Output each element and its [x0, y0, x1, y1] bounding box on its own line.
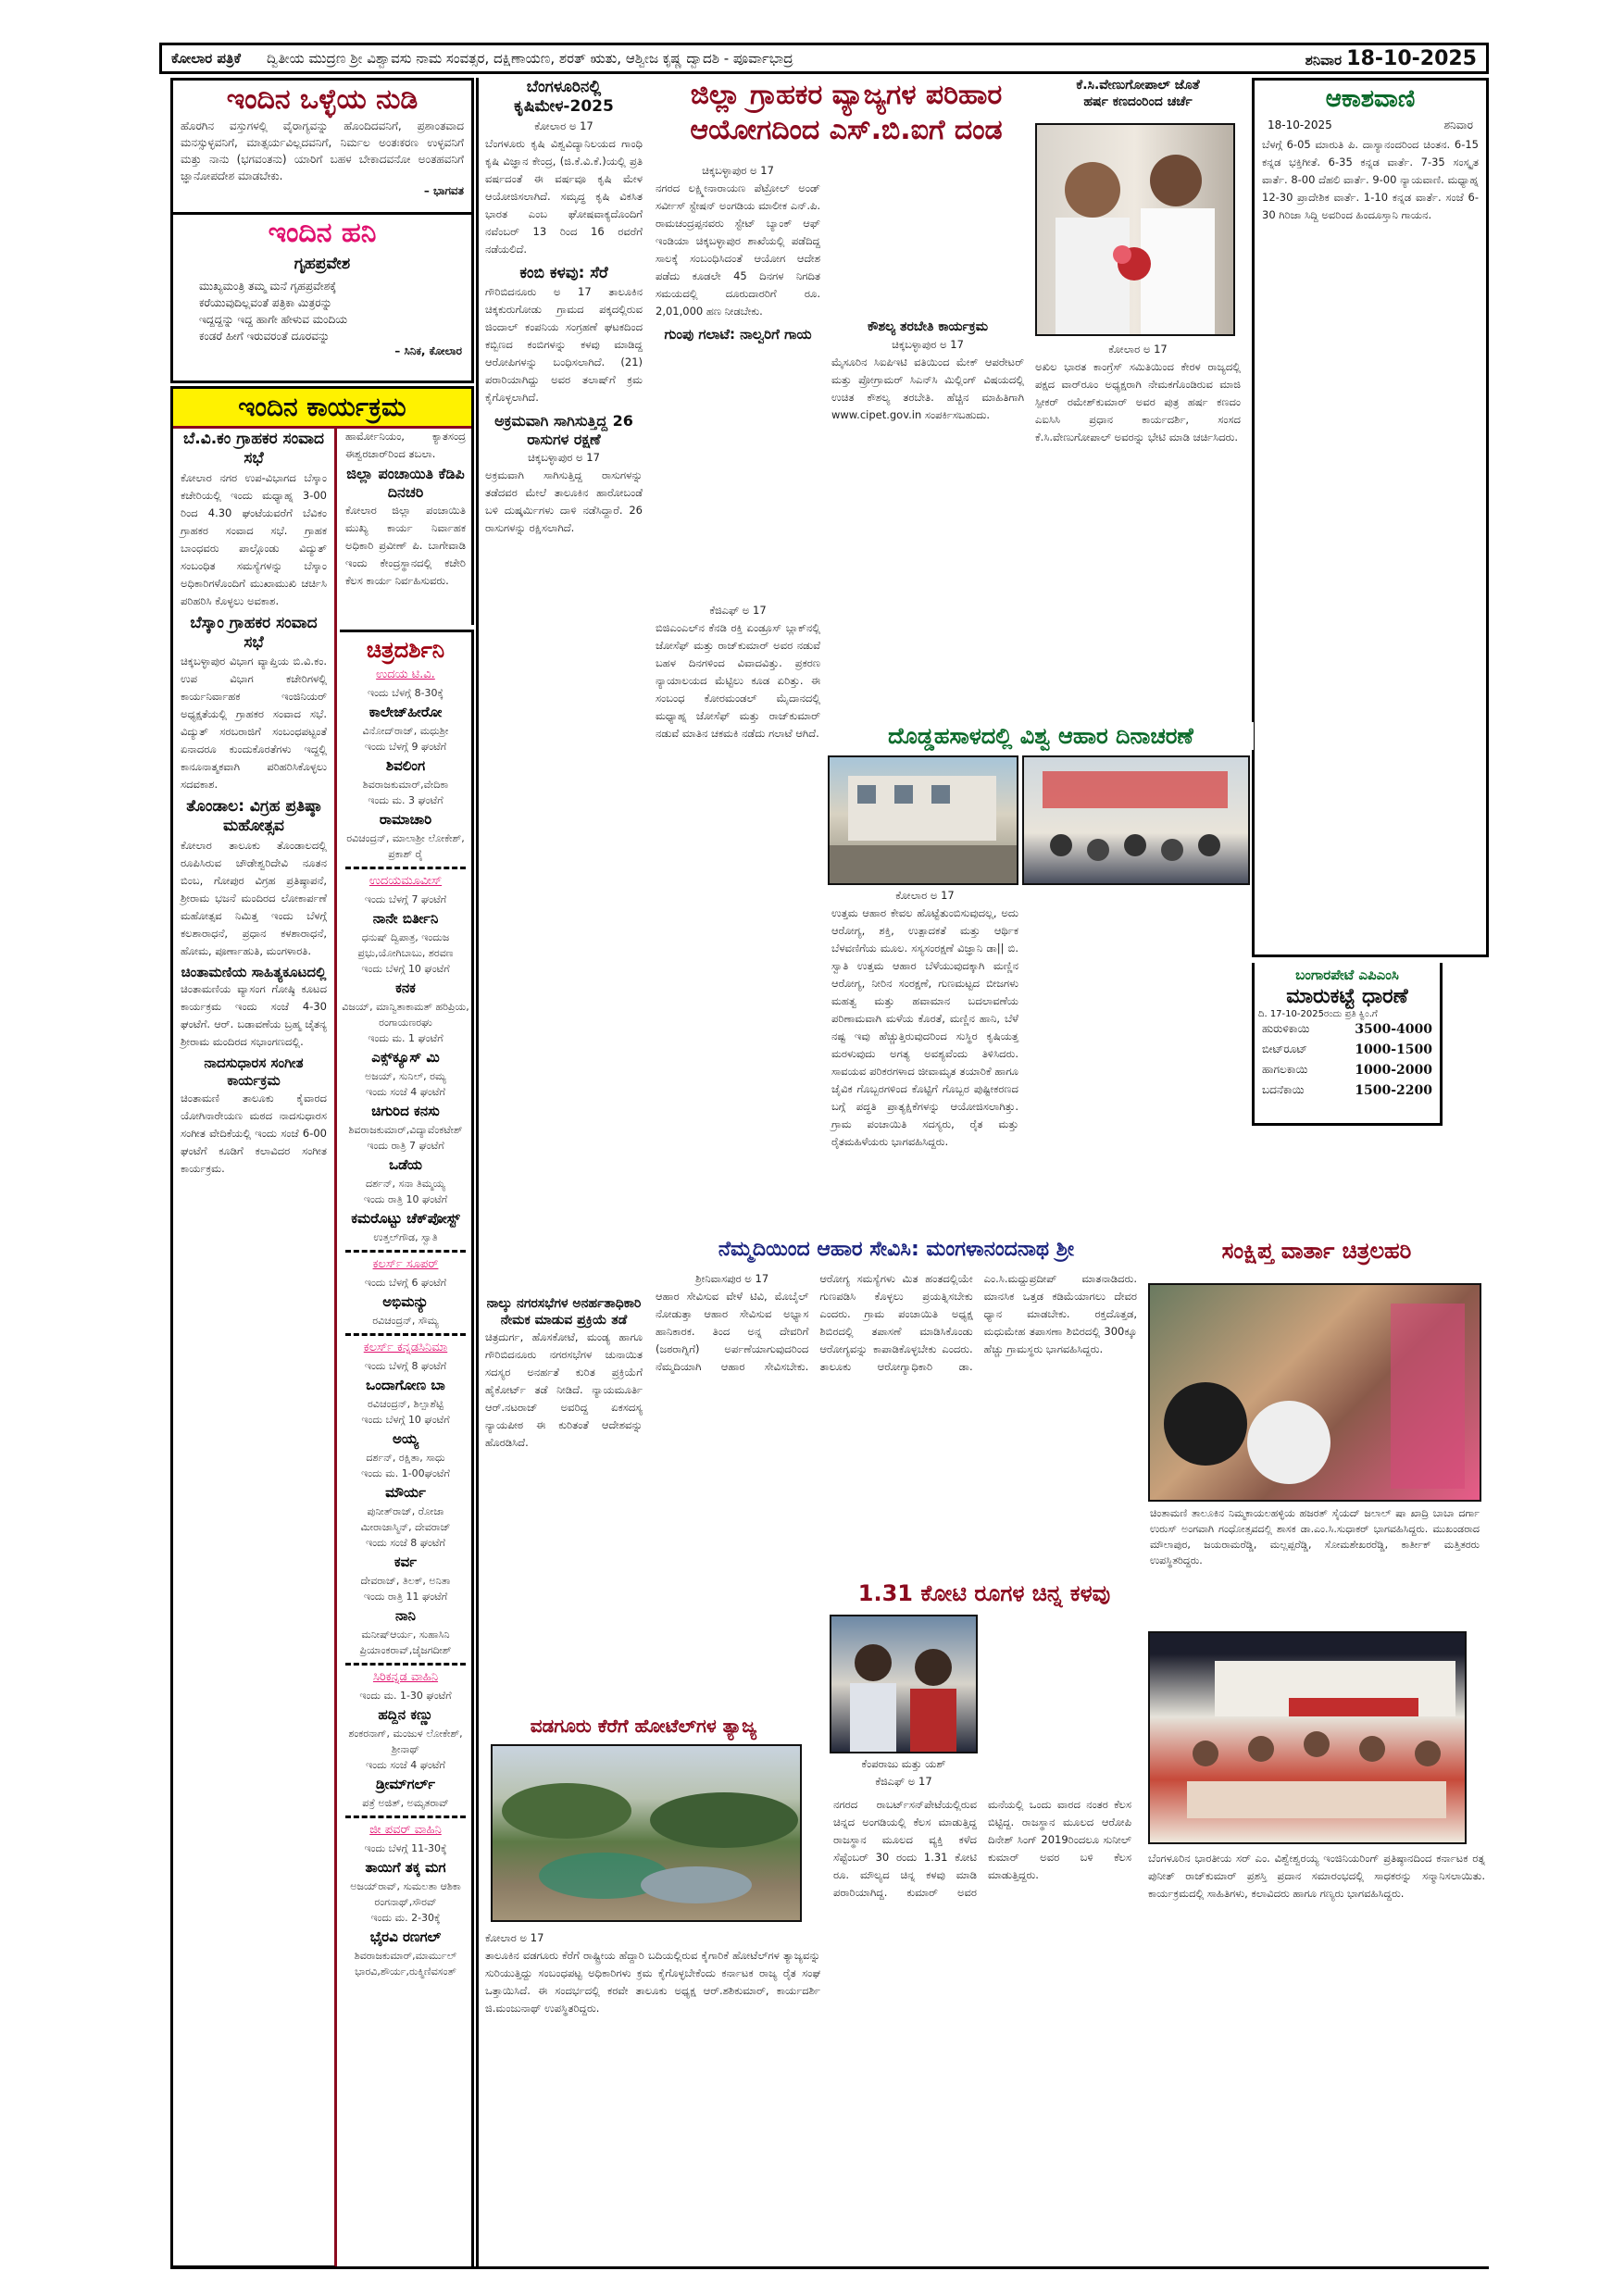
akashavani-date: 18-10-2025: [1268, 118, 1332, 131]
people-photo-icon: [1150, 1633, 1465, 1842]
consumer-forum-body: ನಗರದ ಲಕ್ಷ್ಮೀನಾರಾಯಣ ಪೆಟ್ರೋಲ್ ಅಂಡ್ ಸರ್ವೀಸ್ ಸ್ಟೇಷನ್ ಅಂಗಡಿಯ ಮಾಲೀಕ ಎನ್.ಪಿ. ರಾಮಚಂದ್ರಪ್ಪನವರು ಸ್ಟೇಟ್ ಬ್ಯಾಂಕ್ ಆಫ್ ಇಂಡಿಯಾ ಚಿಕ್ಕಬಳ್ಳಾಪುರ ಶಾಖೆಯಲ್ಲಿ ಪಡೆದಿದ್ದ ಸಾಲಕ್ಕೆ ಸಂಬಂಧಿಸಿದಂತೆ ಆಯೋಗ ಆದೇಶ ಪಡೆದು ಕೂಡಲೇ 45 ದಿನಗಳ ನಿಗದಿತ ಸಮಯದಲ್ಲಿ ದೂರುದಾರರಿಗೆ ರೂ. 2,01,000 ಹಣ ನೀಡಬೇಕು.: [656, 181, 820, 318]
edition-info: ದ್ವಿತೀಯ ಮುದ್ರಣ ಶ್ರೀ ವಿಶ್ವಾವಸು ನಾಮ ಸಂವತ್ಸರ, ದಕ್ಷಿಣಾಯಣ, ಶರತ್ ಋತು, ಆಶ್ವೀಜ ಕೃಷ್ಣ ದ್ವಾದಶಿ - ಪೂರ್ವಾಭಾದ್ರ: [266, 50, 793, 67]
price-row: [1258, 1080, 1436, 1101]
krishimela-dateline: ಕೋಲಾರ ಅ 17: [534, 119, 593, 132]
show-cast: ರವಿಚಂದ್ರನ್, ಮಾಲಾಶ್ರೀ ಲೋಕೇಶ್, ಪ್ರಕಾಶ್ ರೈ: [346, 832, 465, 860]
price-value: 1000-1500: [1355, 1042, 1432, 1058]
apmc-note: ದಿ. 17-10-2025ರಂದು ಪ್ರತಿ ಕ್ವಿಂ.ಗೆ: [1258, 1009, 1378, 1020]
show-cast: ದೇವರಾಜ್, ತಿಲಕ್, ಅನಿತಾ: [360, 1575, 451, 1587]
venugopal-body: ಅಖಿಲ ಭಾರತ ಕಾಂಗ್ರೆಸ್ ಸಮಿತಿಯಿಂದ ಕೇರಳ ರಾಜ್ಯದಲ್ಲಿ ಪಕ್ಷದ ವಾರ್‌ರೂಂ ಅಧ್ಯಕ್ಷರಾಗಿ ನೇಮಕಗೊಂಡಿರುವ ಮಾಜಿ ಸ್ಪೀಕರ್ ರಮೇಶ್‌ಕುಮಾರ್ ಅವರ ಪುತ್ರ ಹರ್ಷ ಕಣದಂ ಎಐಸಿಸಿ ಪ್ರಧಾನ ಕಾರ್ಯದರ್ಶಿ, ಸಂಸದ ಕೆ.ಸಿ.ವೇಣುಗೋಪಾಲ್ ಅವರನ್ನು ಭೇಟಿ ಮಾಡಿ ಚರ್ಚಿಸಿದರು.: [1035, 360, 1241, 443]
consumer-forum-dateline: ಚಿಕ್ಕಬಳ್ಳಾಪುರ ಅ 17: [702, 164, 774, 177]
price-value: 1000-2000: [1355, 1063, 1432, 1079]
price-value: 1500-2200: [1355, 1083, 1432, 1099]
show-time: ಇಂದು ಬೆಳಗ್ಗೆ 10 ಘಂಟೆಗೆ: [361, 963, 450, 975]
program-heading: ಬೆ.ವಿ.ಕಂ ಗ್ರಾಹಕರ ಸಂವಾದ ಸಭೆ: [182, 430, 324, 468]
show-title: ಅಯ್ಯ: [392, 1430, 419, 1447]
good-word-title: ಇಂದಿನ ಒಳ್ಳೆಯ ನುಡಿ: [226, 83, 418, 116]
show-title: ರಾಮಾಚಾರಿ: [379, 811, 432, 828]
apmc-title: ಮಾರುಕಟ್ಟೆ ಧಾರಣೆ: [1286, 984, 1408, 1008]
programs-column-2: [340, 426, 474, 625]
briefs-title: ಸಂಕ್ಷಿಪ್ತ ವಾರ್ತಾ ಚಿತ್ರಲಹರಿ: [1221, 1238, 1412, 1264]
show-cast: ಮನೀಷ್‌ಆರ್ಯ, ಸುಹಾಸಿನಿ ಪ್ರಿಯಾಂಕರಾವ್,ಜೈಜಗದೀಶ್: [359, 1628, 452, 1656]
divider: [345, 1816, 466, 1818]
show-time: ಇಂದು ಬೆಳಗ್ಗೆ 11-30ಕ್ಕೆ: [364, 1842, 447, 1854]
show-cast: ರವಿಚಂದ್ರನ್, ಸೌಮ್ಯ: [372, 1315, 439, 1327]
bottom-rule: [170, 2266, 1489, 2269]
price-item: ಹಾಗಲಕಾಯಿ: [1262, 1063, 1308, 1077]
lake-dateline: ಕೋಲಾರ ಅ 17: [485, 1931, 544, 1944]
good-word-box: [170, 78, 474, 215]
building-photo-icon: [830, 757, 1017, 883]
gang-clash-title: ಗುಂಪು ಗಲಾಟೆ: ನಾಲ್ವರಿಗೆ ಗಾಯ: [664, 326, 812, 343]
program-heading: ನಾದಸುಧಾರಸ ಸಂಗೀತ ಕಾರ್ಯಕ್ರಮ: [204, 1054, 304, 1089]
food-day-photo-1: [828, 755, 1018, 885]
program-heading: ತೊಂಡಾಲ: ವಿಗ್ರಹ ಪ್ರತಿಷ್ಠಾ ಮಹೋತ್ಸವ: [186, 797, 321, 836]
price-value: 3500-4000: [1355, 1022, 1432, 1038]
show-cast: ವಿಜಯ್, ಮಾನ್ವಿತಾಕಾಮತ್ ಹರಿಪ್ರಿಯ, ರಂಗಾಯಣರಘು: [342, 1001, 469, 1029]
show-time: ಇಂದು ಬೆಳಗ್ಗೆ 7 ಘಂಟೆಗೆ: [364, 893, 447, 905]
show-title: ಕನಕ: [395, 980, 416, 996]
mangalananda-text: ಆಹಾರ ಸೇವಿಸುವ ವೇಳೆ ಟಿವಿ, ಮೊಬೈಲ್ ನೋಡುತ್ತಾ ಆಹಾರ ಸೇವಿಸುವ ಅಭ್ಯಾಸ ಹಾನಿಕಾರಕ. ತಿಂದ ಅನ್ನ ದೇವರಿಗೆ (ಜಠರಾಗ್ನಿಗೆ) ಅರ್ಪಣೆಯಾಗುವುದರಿಂದ ನೆಮ್ಮದಿಯಾಗಿ ಆಹಾರ ಸೇವಿಸಬೇಕು. ಆರೋಗ್ಯ ಸಮಸ್ಯೆಗಳು ಮಿತ ಹಂತದಲ್ಲಿಯೇ ಗುಣಪಡಿಸಿ ಕೊಳ್ಳಲು ಪ್ರಯತ್ನಿಸಬೇಕು ಎಂದರು. ಗ್ರಾಮ ಪಂಚಾಯಿತಿ ಅಧ್ಯಕ್ಷ ಶಿಬಿರದಲ್ಲಿ ತಪಾಸಣೆ ಮಾಡಿಸಿಕೊಂಡು ಆರೋಗ್ಯವನ್ನು ಕಾಪಾಡಿಕೊಳ್ಳಬೇಕು ಎಂದರು. ತಾಲೂಕು ಆರೋಗ್ಯಾಧಿಕಾರಿ ಡಾ. ಎಂ.ಸಿ.ಮದ್ದುಪ್ರದೀಪ್ ಮಾತನಾಡಿದರು. ಮಾನಸಿಕ ಒತ್ತಡ ಕಡಿಮೆಯಾಗಲು ದೇವರ ಧ್ಯಾನ ಮಾಡಬೇಕು. ರಕ್ತದೊತ್ತಡ, ಮಧುಮೇಹ ತಪಾಸಣಾ ಶಿಬಿರದಲ್ಲಿ 300ಕ್ಕೂ ಹೆಚ್ಚು ಗ್ರಾಮಸ್ಥರು ಭಾಗವಹಿಸಿದ್ದರು.: [656, 1272, 1137, 1373]
gang-clash-body: ಬಿಜಿಎಂಎಲ್‌ನ ಕೆನಡಿ ರಕ್ತಿ ಏಂಡ್ರೂಸ್ ಬ್ಲಾಕ್‌ನಲ್ಲಿ ಜೋಸೆಫ್ ಮತ್ತು ರಾಜ್‌ಕುಮಾರ್ ಅವರ ನಡುವೆ ಬಹಳ ದಿನಗಳಿಂದ ವಿವಾದವಿತ್ತು. ಪ್ರಕರಣ ನ್ಯಾಯಾಲಯದ ಮೆಟ್ಟಿಲು ಕೂಡ ಏರಿತ್ತು. ಈ ಸಂಬಂಧ ಕೋರಮಂಡಲ್ ಮೈದಾನದಲ್ಲಿ ಮಧ್ಯಾಹ್ನ ಜೋಸೆಫ್ ಮತ್ತು ರಾಜ್‌ಕುಮಾರ್ ನಡುವೆ ಮಾತಿನ ಚಕಮಕಿ ನಡೆದು ಗಲಾಟೆ ಆಗಿದೆ.: [656, 621, 820, 740]
lake-title: ವಡಗೂರು ಕೆರೆಗೆ ಹೋಟೆಲ್‌ಗಳ ತ್ಯಾಜ್ಯ: [530, 1715, 757, 1737]
akashavani-title: ಆಕಾಶವಾಣಿ: [1325, 85, 1416, 113]
food-day-dateline: ಕೋಲಾರ ಅ 17: [895, 889, 955, 902]
channel-name: ಕಲರ್ಸ್ ಕನ್ನಡಸಿನಿಮಾ: [363, 1341, 448, 1354]
people-photo-icon: [1150, 1285, 1480, 1500]
show-cast: ವಿನೋದ್‌ರಾಜ್, ಮಧುಶ್ರೀ: [362, 725, 449, 737]
price-item: ಹುರುಳಿಕಾಯಿ: [1262, 1022, 1310, 1036]
mangalananda-title: ನೆಮ್ಮದಿಯಿಂದ ಆಹಾರ ಸೇವಿಸಿ: ಮಂಗಳಾನಂದನಾಥ ಶ್ರೀ: [718, 1238, 1075, 1261]
show-title: ಅಭಿಮನ್ಯು: [382, 1293, 429, 1310]
dargah-caption-wrap: [1148, 1505, 1481, 1568]
consumer-forum-col2: [828, 162, 1028, 718]
lake-photo: [491, 1744, 802, 1922]
theft-title: 1.31 ಕೋಟಿ ರೂಗಳ ಚಿನ್ನ ಕಳವು: [857, 1580, 1111, 1606]
skill-dateline: ಚಿಕ್ಕಬಳ್ಳಾಪುರ ಅ 17: [892, 337, 964, 351]
chitradarshini-box: [340, 630, 474, 2268]
cattle-title: ಅಕ್ರಮವಾಗಿ ಸಾಗಿಸುತ್ತಿದ್ದ 26 ರಾಸುಗಳ ರಕ್ಷಣೆ: [494, 411, 633, 448]
paper-name: ಕೋಲಾರ ಪತ್ರಿಕೆ: [171, 50, 241, 67]
show-cast: ದರ್ಶನ್, ರಕ್ಷಿತಾ, ಸಾಧು: [366, 1452, 445, 1464]
akashavani-day: ಶನಿವಾರ: [1443, 118, 1473, 131]
show-time: ಇಂದು ಮ. 1 ಘಂಟೆಗೆ: [368, 1032, 443, 1044]
show-cast: ಶಿವರಾಜಕುಮಾರ್,ಮಾರ್ಮುಲ್ ಭಾರವಿ,ಶೌರ್ಯ,ರುಕ್ಮಿಣಿವಸಂತ್: [354, 1950, 457, 1978]
lake-body: ತಾಲೂಕಿನ ವಡಗೂರು ಕೆರೆಗೆ ರಾಷ್ಟ್ರೀಯ ಹೆದ್ದಾರಿ ಬದಿಯಲ್ಲಿರುವ ಕೈಗಾರಿಕೆ ಹೋಟೆಲ್‌ಗಳ ತ್ಯಾಜ್ಯವನ್ನು ಸುರಿಯುತ್ತಿದ್ದು ಸಂಬಂಧಪಟ್ಟ ಅಧಿಕಾರಿಗಳು ಕ್ರಮ ಕೈಗೊಳ್ಳಬೇಕೆಂದು ಕರ್ನಾಟಕ ರಾಜ್ಯ ರೈತ ಸಂಘ ಒತ್ತಾಯಿಸಿದೆ. ಈ ಸಂದರ್ಭದಲ್ಲಿ ಕರವೇ ತಾಲೂಕು ಅಧ್ಯಕ್ಷ ಆರ್.ಶಶಿಕುಮಾರ್, ಕಾರ್ಯದರ್ಶಿ ಜಿ.ಮಂಜುನಾಥ್ ಉಪಸ್ಥಿತರಿದ್ದರು.: [485, 1949, 820, 2015]
councils-title: ನಾಲ್ಕು ನಗರಸಭೆಗಳ ಅನರ್ಹತಾಧಿಕಾರಿ ನೇಮಕ ಮಾಡುವ ಪ್ರಕ್ರಿಯೆ ತಡೆ: [486, 1296, 642, 1328]
award-caption: ಬೆಂಗಳೂರಿನ ಭಾರತೀಯ ಸರ್ ಎಂ. ವಿಶ್ವೇಶ್ವರಯ್ಯ ಇಂಜಿನಿಯರಿಂಗ್ ಪ್ರತಿಷ್ಠಾನದಿಂದ ಕರ್ನಾಟಕ ರತ್ನ ಪುನೀತ್ ರಾಜ್‌ಕುಮಾರ್ ಪ್ರಶಸ್ತಿ ಪ್ರದಾನ ಸಮಾರಂಭದಲ್ಲಿ ಸಾಧಕರನ್ನು ಸನ್ಮಾನಿಸಲಾಯಿತು. ಕಾರ್ಯಕ್ರಮದಲ್ಲಿ ಸಾಹಿತಿಗಳು, ಕಲಾವಿದರು ಹಾಗೂ ಗಣ್ಯರು ಭಾಗವಹಿಸಿದ್ದರು.: [1148, 1852, 1485, 1900]
show-time: ಇಂದು ಬೆಳಗ್ಗೆ 9 ಘಂಟೆಗೆ: [364, 741, 447, 753]
show-cast: ಶಿವರಾಜಕುಮಾರ್,ವೇದಿಕಾ: [362, 779, 449, 791]
dargah-photo: [1148, 1283, 1481, 1502]
show-cast: ರವಿಚಂದ್ರನ್, ಶಿಲ್ಪಾಶೆಟ್ಟಿ: [368, 1398, 443, 1410]
consumer-forum-title-2: ಆಯೋಗದಿಂದ ಎಸ್.ಬಿ.ಐಗೆ ದಂಡ: [690, 113, 1003, 146]
channel-name: ಸಿರಿಕನ್ನಡ ವಾಹಿನಿ: [372, 1670, 439, 1684]
show-time: ಇಂದು ರಾತ್ರಿ 11 ಘಂಟೆಗೆ: [363, 1591, 448, 1603]
mangalananda-headline: [652, 1237, 1141, 1263]
masthead: [159, 43, 1489, 74]
column-3: [481, 78, 646, 1105]
councils-body: ಚಿತ್ರದುರ್ಗ, ಹೊಸಕೋಟೆ, ಮಂಡ್ಯ ಹಾಗೂ ಗೌರಿಬಿದನೂರು ನಗರಸಭೆಗಳ ಚುನಾಯಿತ ಸದಸ್ಯರ ಅನರ್ಹತೆ ಕುರಿತ ಪ್ರಕ್ರಿಯೆಗೆ ಹೈಕೋರ್ಟ್ ತಡೆ ನೀಡಿದೆ. ನ್ಯಾಯಮೂರ್ತಿ ಆರ್.ನಟರಾಜ್ ಅವರಿದ್ದ ಏಕಸದಸ್ಯ ನ್ಯಾಯಪೀಠ ಈ ಕುರಿತಂತೆ ಆದೇಶವನ್ನು ಹೊರಡಿಸಿದೆ.: [485, 1330, 643, 1449]
channel-name: ಉದಯ ಟಿ.ವಿ.: [376, 668, 435, 681]
programs-column: [170, 426, 337, 2268]
show-title: ಒಡೆಯ: [389, 1156, 422, 1173]
councils-article: [481, 1296, 646, 1713]
apmc-box: [1252, 963, 1443, 1126]
show-cast: ಶಂಕರನಾಗ್, ಮಂಜುಳ ಲೋಕೇಶ್, ಶ್ರೀನಾಥ್: [348, 1728, 463, 1755]
show-cast: ಶಿವರಾಜಕುಮಾರ್,ವಿದ್ಯಾವೆಂಕಟೇಶ್: [348, 1124, 463, 1136]
venugopal-photo: [1035, 123, 1235, 336]
price-item: ಬದನೆಕಾಯಿ: [1262, 1083, 1305, 1097]
dargah-caption: ಚಿಂತಾಮಣಿ ತಾಲೂಕಿನ ನಿಮ್ಮಕಾಯಲಹಳ್ಳಿಯ ಹಜರತ್ ಸೈಯದ್ ಜಲಾಲ್ ಷಾ ಖಾದ್ರಿ ಬಾಬಾ ದರ್ಗಾ ಉರುಸ್ ಅಂಗವಾಗಿ ಗಂಧೋತ್ಸವದಲ್ಲಿ ಶಾಸಕ ಡಾ.ಎಂ.ಸಿ.ಸುಧಾಕರ್ ಭಾಗವಹಿಸಿದ್ದರು. ಮುಖಂಡರಾದ ಮೌಲಾಪುರ, ಜಯರಾಮರೆಡ್ಡಿ, ಮಲ್ಲಪ್ಪರೆಡ್ಡಿ, ಸೋಮಶೇಖರರೆಡ್ಡಿ, ಕಾರ್ತೀಕ್ ಮತ್ತಿತರರು ಉಪಸ್ಥಿತರಿದ್ದರು.: [1150, 1507, 1480, 1566]
program-heading: ಚಿಂತಾಮಣಿಯ ಸಾಹಿತ್ಯಕೂಟದಲ್ಲಿ: [181, 963, 327, 980]
award-caption-wrap: [1144, 1850, 1489, 2266]
show-cast: ದರ್ಶನ್, ಸನಾ ತಿಮ್ಮಯ್ಯ: [366, 1178, 445, 1190]
akashavani-body: ಬೆಳಗ್ಗೆ 6-05 ಮಾರುತಿ ಪಿ. ದಾಸ್ಯಾನಂದರಿಂದ ಚಿಂತನ. 6-15 ಕನ್ನಡ ಭಕ್ತಿಗೀತೆ. 6-35 ಕನ್ನಡ ವಾರ್ತೆ. 7-35 ಸಂಸ್ಕೃತ ವಾರ್ತೆ. 8-00 ದೆಹಲಿ ವಾರ್ತೆ. 9-00 ನ್ಯಾಯವಾಣಿ. ಮಧ್ಯಾಹ್ನ 12-30 ಪ್ರಾದೇಶಿಕ ವಾರ್ತೆ. 1-10 ಕನ್ನಡ ವಾರ್ತೆ. ಸಂಜೆ 6-30 ಗಿರಿಜಾ ಸಿದ್ದಿ ಅವರಿಂದ ಹಿಂದೂಸ್ತಾನಿ ಗಾಯನ.: [1262, 137, 1479, 221]
show-title: ಎಕ್ಸ್‌ಕ್ಯೂಸ್ ಮಿ: [371, 1049, 440, 1066]
show-time: ಇಂದು ಬೆಳಗ್ಗೆ 6 ಘಂಟೆಗೆ: [364, 1277, 447, 1289]
program-body: ಚಿಕ್ಕಬಳ್ಳಾಪುರ ವಿಭಾಗ ವ್ಯಾಪ್ತಿಯ ಬಿ.ವಿ.ಕಂ. ಉಪ ವಿಭಾಗ ಕಚೇರಿಗಳಲ್ಲಿ ಕಾರ್ಯನಿರ್ವಾಹಕ ಇಂಜಿನಿಯರ್ ಅಧ್ಯಕ್ಷತೆಯಲ್ಲಿ ಗ್ರಾಹಕರ ಸಂವಾದ ಸಭೆ. ವಿದ್ಯುತ್ ಸರಬರಾಜಿಗೆ ಸಂಬಂಧಪಟ್ಟಂತೆ ಏನಾದರೂ ಕುಂದುಕೊರತೆಗಳು ಇದ್ದಲ್ಲಿ ಕಾನೂನಾತ್ಮಕವಾಗಿ ಪರಿಹರಿಸಿಕೊಳ್ಳಲು ಸದವಕಾಶ.: [181, 655, 327, 791]
chitradarshini-title: ಚಿತ್ರದರ್ಶಿನಿ: [366, 637, 445, 663]
show-time: ಇಂದು ರಾತ್ರಿ 10 ಘಂಟೆಗೆ: [363, 1193, 448, 1205]
people-photo-icon: [831, 1616, 976, 1752]
consumer-forum-col1: [652, 162, 824, 597]
kambi-body: ಗೌರಿಬಿದನೂರು ಅ 17 ತಾಲೂಕಿನ ಚಿಕ್ಕಕುರುಗೋಡು ಗ್ರಾಮದ ಪಕ್ಕದಲ್ಲಿರುವ ಜಿಂದಾಲ್ ಕಂಪನಿಯ ಸಂಗ್ರಹಣೆ ಘಟಕದಿಂದ ಕಬ್ಬಿಣದ ಕಂಬಿಗಳನ್ನು ಕಳವು ಮಾಡಿದ್ದ ಆರೋಪಿಗಳನ್ನು ಬಂಧಿಸಲಾಗಿದೆ. (21) ಪರಾರಿಯಾಗಿದ್ದು ಅವರ ತಲಾಷ್‌ಗೆ ಕ್ರಮ ಕೈಗೊಳ್ಳಲಾಗಿದೆ.: [485, 284, 643, 404]
garbage-photo-icon: [493, 1746, 800, 1920]
show-title: ಒಂದಾಗೋಣ ಬಾ: [366, 1377, 445, 1393]
divider: [345, 1663, 466, 1666]
accused-caption-wrap: [830, 1755, 978, 1791]
show-title: ಕಾಲೇಜ್‌ಹೀರೋ: [369, 704, 443, 720]
food-day-col1: [828, 887, 1022, 1229]
show-cast: ಧನುಷ್ ದ್ವಿಪಾತ್ರ, ಇಂದುಜ ಪ್ರಭು,ಯೋಗಿಬಾಬು, ಶರವಣ: [357, 931, 454, 959]
food-day-body: ಉತ್ತಮ ಆಹಾರ ಕೇವಲ ಹೊಟ್ಟೆತುಂಬಿಸುವುದಲ್ಲ, ಅದು ಆರೋಗ್ಯ, ಶಕ್ತಿ, ಉತ್ಪಾದಕತೆ ಮತ್ತು ಆರ್ಥಿಕ ಬೆಳವಣಿಗೆಯ ಮೂಲ. ಸಸ್ಯಸಂರಕ್ಷಣೆ ವಿಜ್ಞಾನಿ ಡಾ|| ಬಿ. ಸ್ವಾತಿ ಉತ್ತಮ ಆಹಾರ ಬೆಳೆಯುವುದಕ್ಕಾಗಿ ಮಣ್ಣಿನ ಆರೋಗ್ಯ, ನೀರಿನ ಸಂರಕ್ಷಣೆ, ಗುಣಮಟ್ಟದ ಬೀಜಗಳು ಮಹತ್ವ ಮತ್ತು ಹವಾಮಾನ ಬದಲಾವಣೆಯ ಪರಿಣಾಮವಾಗಿ ಮಳೆಯ ಕೊರತೆ, ಮಣ್ಣಿನ ಹಾನಿ, ಬೆಳೆ ನಷ್ಟ ಇವು ಹೆಚ್ಚುತ್ತಿರುವುದರಿಂದ ಸುಸ್ಥಿರ ಕೃಷಿಯತ್ತ ಮರಳುವುದು ಅಗತ್ಯ ಅವಶ್ಯವೆಂದು ತಿಳಿಸಿದರು. ಸಾವಯವ ಪರಿಕರಗಳಾದ ಜೀವಾಮೃತ ತಯಾರಿಕೆ ಹಾಗೂ ಜೈವಿಕ ಗೊಬ್ಬರಗಳಿಂದ ಕೊಟ್ಟಿಗೆ ಗೊಬ್ಬರ ಪುಷ್ಟೀಕರಣದ ಬಗ್ಗೆ ಪದ್ಧತಿ ಪ್ರಾತ್ಯಕ್ಷಿಕೆಗಳನ್ನು ಆಯೋಜಿಸಲಾಗಿತ್ತು. ಗ್ರಾಮ ಪಂಚಾಯಿತಿ ಸದಸ್ಯರು, ರೈತ ಮತ್ತು ರೈತಮಹಿಳೆಯರು ಭಾಗವಹಿಸಿದ್ದರು.: [831, 906, 1018, 1148]
poem-line: ಮುಖ್ಯಮಂತ್ರಿ ತಮ್ಮ ಮನೆ ಗೃಹಪ್ರವೇಶಕ್ಕೆ: [199, 279, 337, 293]
show-time: ಇಂದು ಬೆಳಗ್ಗೆ 8 ಘಂಟೆಗೆ: [364, 1360, 447, 1372]
issue-day: ಶನಿವಾರ: [1305, 51, 1343, 69]
gang-clash-article: [652, 602, 824, 1231]
krishimela-body: ಬೆಂಗಳೂರು ಕೃಷಿ ವಿಶ್ವವಿದ್ಯಾನಿಲಯದ ಗಾಂಧಿ ಕೃಷಿ ವಿಜ್ಞಾನ ಕೇಂದ್ರ, (ಜಿ.ಕೆ.ವಿ.ಕೆ.)ಯಲ್ಲಿ ಪ್ರತಿ ವರ್ಷದಂತೆ ಈ ವರ್ಷವೂ ಕೃಷಿ ಮೇಳ ಆಯೋಜಿಸಲಾಗಿದೆ. ಸಮೃದ್ಧ ಕೃಷಿ ವಿಕಸಿತ ಭಾರತ ಎಂಬ ಘೋಷವಾಕ್ಯದೊಂದಿಗೆ ನವೆಂಬರ್ 13 ರಿಂದ 16 ರವರೆಗೆ ನಡೆಯಲಿದೆ.: [485, 136, 643, 256]
poem-line: ಕಂಡರೆ ಹೀಗೆ ಇರುವರಂತೆ ದೂರವನ್ನು: [199, 329, 331, 343]
poem-line: ಕರೆಯುವುದಿಲ್ಲವಂತೆ ಪತ್ರಿಕಾ ಮಿತ್ರರನ್ನು: [199, 295, 332, 309]
poem-author: – ಸಿನಿಕ, ಕೋಲಾರ: [394, 343, 462, 357]
poem-box: [170, 212, 474, 383]
poem-title: ಇಂದಿನ ಹನಿ: [268, 217, 377, 249]
program-body: ಕೋಲಾರ ನಗರ ಉಪ-ವಿಭಾಗದ ಬೆಸ್ಕಾಂ ಕಚೇರಿಯಲ್ಲಿ ಇಂದು ಮಧ್ಯಾಹ್ನ 3-00 ರಿಂದ 4.30 ಘಂಟೆಯವರೆಗೆ ಬೆವಿಕಂ ಗ್ರಾಹಕರ ಸಂವಾದ ಸಭೆ. ಗ್ರಾಹಕ ಬಾಂಧವರು ಪಾಲ್ಗೊಂಡು ವಿದ್ಯುತ್ ಸಂಬಂಧಿತ ಸಮಸ್ಯೆಗಳನ್ನು ಬೆಸ್ಕಾಂ ಅಧಿಕಾರಿಗಳೊಂದಿಗೆ ಮುಖಾಮುಖಿ ಚರ್ಚಿಸಿ ಪರಿಹರಿಸಿ ಕೊಳ್ಳಲು ಅವಕಾಶ.: [181, 470, 327, 607]
show-title: ಭೈರವಿ ರಣಗಲ್: [369, 1928, 442, 1945]
show-cast: ಉತ್ತಲ್‌ಗೌಡ, ಸ್ವಾತಿ: [373, 1231, 438, 1243]
mangalananda-body: [652, 1270, 1141, 1576]
show-title: ನಾನೇ ಬಿರ್ತೀನಿ: [372, 910, 439, 927]
issue-date: 18-10-2025: [1346, 46, 1477, 70]
good-word-body: ಹೊರಗಿನ ವಸ್ತುಗಳಲ್ಲಿ ವೈರಾಗ್ಯವನ್ನು ಹೊಂದಿದವನಿಗೆ, ಪ್ರಶಾಂತವಾದ ಮನಸ್ಸುಳ್ಳವನಿಗೆ, ಮಾತ್ಸರ್ಯವಿಲ್ಲದವನಿಗೆ, ನಿರ್ಮಲ ಅಂತಃಕರಣ ಉಳ್ಳವನಿಗೆ ಮತ್ತು ನಾನು (ಭಗವಂತನು) ಯಾರಿಗೆ ಬಹಳ ಬೇಕಾದವನೋ ಅಂತಹವನಿಗೆ ಜ್ಞಾನೋಪದೇಶ ಮಾಡಬೇಕು.: [181, 119, 464, 182]
show-time: ಇಂದು ಸಂಜೆ 4 ಘಂಟೆಗೆ: [366, 1759, 445, 1771]
divider: [345, 1333, 466, 1336]
mangalananda-dateline: ಶ್ರೀನಿವಾಸಪುರ ಅ 17: [695, 1272, 769, 1285]
venugopal-caption-1: ಕೆ.ಸಿ.ವೇಣುಗೋಪಾಲ್ ಜೊತೆ: [1076, 78, 1200, 93]
show-time: ಇಂದು ರಾತ್ರಿ 7 ಘಂಟೆಗೆ: [367, 1140, 444, 1152]
food-day-photo-2: [1022, 755, 1250, 885]
price-item: ಬೀಟ್‌ರೂಟ್: [1262, 1042, 1308, 1056]
show-title: ಶಿವಲಿಂಗ: [385, 757, 426, 774]
show-title: ಹದ್ದಿನ ಕಣ್ಣು: [378, 1706, 433, 1723]
venugopal-caption-2: ಹರ್ಷ ಕಣದಂರಿಂದ ಚರ್ಚೆ: [1083, 94, 1193, 109]
venugopal-dateline: ಕೋಲಾರ ಅ 17: [1108, 343, 1168, 356]
lake-headline: [481, 1715, 806, 1738]
kambi-title: ಕಂಬಿ ಕಳವು: ಸೆರೆ: [519, 263, 608, 282]
venugopal-article: [1031, 341, 1244, 711]
good-word-source: – ಭಾಗವತ: [423, 183, 464, 197]
program-note: ಹಾರ್ಮೋನಿಯಂ, ಕ್ಯಾತಸಂದ್ರ ಈಶ್ವರಚಾರ್‌ರಿಂದ ತಬಲಾ.: [345, 430, 466, 460]
show-time: ಇಂದು ಬೆಳಗ್ಗೆ 8-30ಕ್ಕೆ: [368, 687, 443, 699]
programs-title: ಇಂದಿನ ಕಾರ್ಯಕ್ರಮ: [238, 392, 406, 422]
poem-subtitle: ಗೃಹಪ್ರವೇಶ: [294, 254, 351, 273]
skill-body: ಮೈಸೂರಿನ ಸಿಐಪಿಇಟಿ ವತಿಯಿಂದ ಮೇಕ್ ಆಪರೇಟರ್ ಮತ್ತು ಪ್ರೋಗ್ರಾಮರ್ ಸಿಎನ್‌ಸಿ ಮಿಲ್ಲಿಂಗ್ ವಿಷಯದಲ್ಲಿ ಉಚಿತ ಕೌಶಲ್ಯ ತರಬೇತಿ. ಹೆಚ್ಚಿನ ಮಾಹಿತಿಗಾಗಿ www.cipet.gov.in ಸಂಪರ್ಕಿಸಬಹುದು.: [831, 355, 1024, 421]
poem-line: ಇದ್ದದ್ದನ್ನು ಇದ್ದ ಹಾಗೇ ಹೇಳುವ ಮಂದಿಯ: [199, 312, 348, 326]
cattle-body: ಅಕ್ರಮವಾಗಿ ಸಾಗಿಸುತ್ತಿದ್ದ ರಾಸುಗಳನ್ನು ತಡೆದವರ ಮೇಲೆ ತಾಲೂಕಿನ ಹಾರೋಬಂಡೆ ಬಳಿ ದುಷ್ಕರ್ಮಿಗಳು ದಾಳಿ ನಡೆಸಿದ್ದಾರೆ. 26 ರಾಸುಗಳನ್ನು ರಕ್ಷಿಸಲಾಗಿದೆ.: [485, 468, 643, 534]
show-title: ಡ್ರೀಮ್‌ಗರ್ಲ್: [375, 1776, 436, 1792]
price-row: [1258, 1040, 1436, 1060]
lake-article: [481, 1928, 824, 2270]
divider: [345, 1250, 466, 1253]
akashavani-box: [1252, 78, 1489, 957]
meeting-photo-icon: [1024, 757, 1248, 883]
show-time: ಇಂದು ಬೆಳಗ್ಗೆ 10 ಘಂಟೆಗೆ: [361, 1414, 450, 1426]
apmc-subtitle: ಬಂಗಾರಪೇಟೆ ಎಪಿಎಂಸಿ: [1295, 967, 1399, 983]
award-photo: [1148, 1631, 1467, 1844]
poem-lines: [182, 278, 462, 344]
consumer-forum-headline: [652, 78, 1041, 147]
people-photo-icon: [1037, 125, 1233, 334]
food-day-title: ದೊಡ್ಡಹಸಾಳದಲ್ಲಿ ವಿಶ್ವ ಆಹಾರ ದಿನಾಚರಣೆ: [828, 722, 1254, 750]
programs-header: [170, 386, 474, 429]
gang-clash-dateline: ಕೆಜಿಎಫ್ ಅ 17: [709, 604, 767, 617]
program-body: ಚಿಂತಾಮಣಿಯ ವ್ಯಾಸಂಗ ಗೋಷ್ಠಿ ಕೂಟದ ಕಾರ್ಯಕ್ರಮ ಇಂದು ಸಂಜೆ 4-30 ಘಂಟೆಗೆ. ಆರ್. ಬಡಾವಣೆಯ ಬ್ರಹ್ಮ ಚೈತನ್ಯ ಶ್ರೀರಾಮ ಮಂದಿರದ ಸಭಾಂಗಣದಲ್ಲಿ.: [181, 982, 327, 1049]
program-heading: ಬೆಸ್ಕಾಂ ಗ್ರಾಹಕರ ಸಂವಾದ ಸಭೆ: [190, 613, 318, 652]
krishimela-title: ಬೆಂಗಳೂರಿನಲ್ಲಿ ಕೃಷಿಮೇಳ-2025: [514, 78, 614, 117]
program-body: ಚಿಂತಾಮಣಿ ತಾಲೂಕು ಕೈವಾರದ ಯೋಗಿನಾರೇಯಣ ಮಠದ ನಾದಸುಧಾರಸ ಸಂಗೀತ ವೇದಿಕೆಯಲ್ಲಿ ಇಂದು ಸಂಜೆ 6-00 ಘಂಟೆಗೆ ಕೂಡಿಗೆ ಕಲಾವಿದರ ಸಂಗೀತ ಕಾರ್ಯಕ್ರಮ.: [181, 1091, 327, 1175]
program-body: ಕೋಲಾರ ಜಿಲ್ಲಾ ಪಂಚಾಯಿತಿ ಮುಖ್ಯ ಕಾರ್ಯ ನಿರ್ವಾಹಕ ಅಧಿಕಾರಿ ಪ್ರವೀಣ್ ಪಿ. ಬಾಗೇವಾಡಿ ಇಂದು ಕೇಂದ್ರಸ್ಥಾನದಲ್ಲಿ ಕಚೇರಿ ಕೆಲಸ ಕಾರ್ಯ ನಿರ್ವಹಿಸುವರು.: [345, 504, 466, 587]
program-body: ಕೋಲಾರ ತಾಲೂಕು ತೊಂಡಾಲದಲ್ಲಿ ರೂಪಿಸಿರುವ ಚೌಡೇಶ್ವರಿದೇವಿ ನೂತನ ಬಿಂಬ, ಗೋಪುರ ವಿಗ್ರಹ ಪ್ರತಿಷ್ಠಾಪನೆ, ಶ್ರೀರಾಮ ಭಜನೆ ಮಂದಿರದ ಲೋಕಾರ್ಪಣೆ ಮಹೋತ್ಸವ ನಿಮಿತ್ತ ಇಂದು ಬೆಳಗ್ಗೆ ಕಲಶಾರಾಧನೆ, ಪ್ರಧಾನ ಕಳಶಾರಾಧನೆ, ಹೋಮ, ಪೂರ್ಣಾಹುತಿ, ಮಂಗಳಾರತಿ.: [181, 838, 327, 957]
channel-name: ಜೀ ಪವರ್ ವಾಹಿನಿ: [369, 1823, 442, 1837]
show-cast: ಅಜಯ್, ಸುನಿಲ್, ರಮ್ಯ: [365, 1070, 446, 1082]
show-title: ಚಿಗುರಿದ ಕನಸು: [371, 1103, 440, 1119]
show-time: ಇಂದು ಸಂಜೆ 4 ಘಂಟೆಗೆ: [366, 1086, 445, 1098]
divider: [345, 867, 466, 869]
show-time: ಇಂದು ಮ. 2-30ಕ್ಕೆ: [370, 1912, 441, 1924]
show-title: ಕರ್ವ: [394, 1554, 418, 1570]
show-time: ಇಂದು ಮ. 3 ಘಂಟೆಗೆ: [368, 794, 443, 806]
show-time: ಇಂದು ಮ. 1-30 ಘಂಟೆಗೆ: [359, 1690, 452, 1702]
channel-name: ಉದಯಮೂವೀಸ್: [369, 874, 443, 888]
show-title: ತಾಯಿಗೆ ತಕ್ಕ ಮಗ: [365, 1859, 446, 1876]
column-rule: [476, 78, 479, 2268]
theft-text: ನಗರದ ರಾಬರ್ಟ್‌ಸನ್‌ಪೇಟೆಯಲ್ಲಿರುವ ಚಿನ್ನದ ಅಂಗಡಿಯಲ್ಲಿ ಕೆಲಸ ಮಾಡುತ್ತಿದ್ದ ರಾಜಸ್ಥಾನ ಮೂಲದ ವ್ಯಕ್ತಿ ಕಳೆದ ಸೆಪ್ಟೆಂಬರ್ 30 ರಂದು 1.31 ಕೋಟಿ ರೂ. ಮೌಲ್ಯದ ಚಿನ್ನ ಕಳವು ಮಾಡಿ ಪರಾರಿಯಾಗಿದ್ದ. ಕುಮಾರ್ ಅವರ ಮನೆಯಲ್ಲಿ ಒಂದು ವಾರದ ನಂತರ ಕೆಲಸ ಬಿಟ್ಟಿದ್ದ. ರಾಜಸ್ಥಾನ ಮೂಲದ ಆರೋಪಿ ದಿನೇಶ್ ಸಿಂಗ್ 2019ರಿಂದಲೂ ಸುನೀಲ್ ಕುಮಾರ್ ಅವರ ಬಳಿ ಕೆಲಸ ಮಾಡುತ್ತಿದ್ದರು.: [833, 1798, 1131, 1899]
consumer-forum-title-1: ಜಿಲ್ಲಾ ಗ್ರಾಹಕರ ವ್ಯಾಜ್ಯಗಳ ಪರಿಹಾರ: [690, 79, 1003, 111]
show-cast: ಅಜಯ್‌ರಾವ್, ಸುಮಲತಾ ಆಶಿಕಾ ರಂಗನಾಥ್,ಸೌರವ್: [350, 1880, 461, 1908]
briefs-headline: [1144, 1237, 1489, 1265]
venugopal-caption: [1031, 78, 1244, 110]
program-heading: ಜಿಲ್ಲಾ ಪಂಚಾಯಿತಿ ಕೆಡಿಪಿ ದಿನಚರಿ: [346, 465, 465, 501]
show-time: ಇಂದು ಸಂಜೆ 8 ಘಂಟೆಗೆ: [366, 1537, 445, 1549]
channel-name: ಕಲರ್ಸ್ ಸೂಪರ್: [372, 1257, 439, 1271]
accused-photo: [830, 1615, 978, 1753]
price-row: [1258, 1060, 1436, 1080]
show-title: ಮೌರ್ಯ: [385, 1484, 426, 1501]
cattle-dateline: ಚಿಕ್ಕಬಳ್ಳಾಪುರ ಅ 17: [528, 450, 600, 464]
food-day-headline: [828, 722, 1254, 750]
show-title: ನಾನಿ: [395, 1607, 416, 1624]
accused-caption: ಕೆಂಪರಾಜು ಮತ್ತು ಯಶ್: [861, 1757, 946, 1770]
price-row: [1258, 1019, 1436, 1040]
show-cast: ಪುನೀತ್‌ರಾಜ್, ರೋಜಾ ಮೀರಾಜಾಸ್ಮಿನ್, ದೇವರಾಜ್: [360, 1505, 451, 1533]
show-title: ಕಮರೊಟ್ಟು ಚೆಕ್‌ಪೋಸ್ಟ್: [351, 1210, 460, 1227]
theft-headline: [824, 1579, 1144, 1607]
theft-dateline: ಕೆಜಿಎಫ್ ಅ 17: [875, 1775, 932, 1788]
show-time: ಇಂದು ಮ. 1-00ಘಂಟೆಗೆ: [361, 1467, 450, 1479]
theft-body: [830, 1796, 1135, 2268]
show-cast: ಪತ್ರೆ ಅಜಿತ್, ಅಮೃತರಾವ್: [362, 1797, 449, 1809]
skill-title: ಕೌಶಲ್ಯ ತರಬೇತಿ ಕಾರ್ಯಕ್ರಮ: [867, 319, 989, 334]
